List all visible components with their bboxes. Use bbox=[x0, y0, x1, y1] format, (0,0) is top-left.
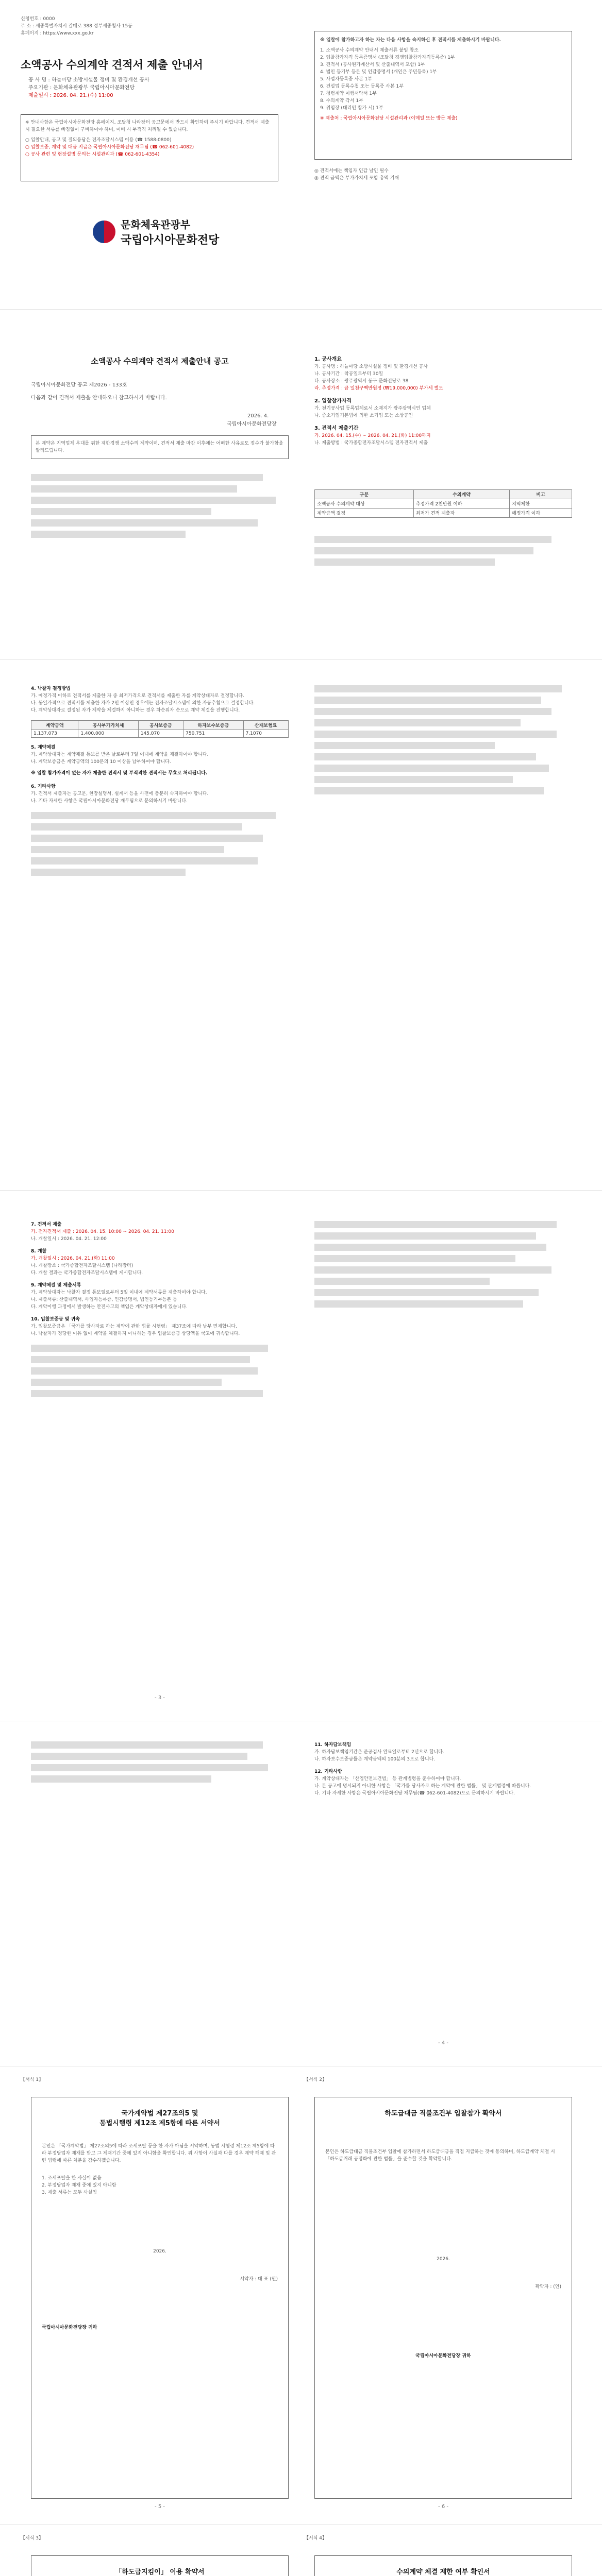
paragraph: 가. 개찰일시 : 2026. 04. 21.(화) 11:00 bbox=[31, 1256, 115, 1261]
form-tag: 【서식 1】 bbox=[21, 2077, 43, 2082]
left-column bbox=[31, 1741, 289, 1787]
paragraph: 다. 기타 자세한 사항은 국립아시아문화전당 재무팀(☎ 062-601-4082)으로 문의하시기 바랍니다. bbox=[314, 1791, 515, 1796]
intro-text: 다음과 같이 견적서 제출을 안내하오니 참고하시기 바랍니다. bbox=[31, 395, 167, 401]
paragraph: 나. 동일가격으로 견적서를 제출한 자가 2인 이상인 경우에는 전자조달시스템에 의한 자동추첨으로 결정합니다. bbox=[31, 701, 255, 706]
announcement-title: 소액공사 수의계약 견적서 제출안내 공고 bbox=[91, 357, 229, 366]
page-3 bbox=[0, 670, 602, 1185]
submission-item: 2. 입찰참가자격 등록증명서 (조달청 경쟁입찰참가자격등록증) 1부 bbox=[320, 55, 455, 60]
section-item: 가. 2026. 04. 15.(수) ~ 2026. 04. 21.(화) 11:00까지 bbox=[314, 433, 431, 438]
org-logo bbox=[93, 216, 219, 247]
submission-item: 4. 법인 등기부 등본 및 인감증명서 (개인은 주민등록) 1부 bbox=[320, 70, 437, 75]
paragraph: 나. 기타 자세한 사항은 국립아시아문화전당 재무팀으로 문의하시기 바랍니다. bbox=[31, 799, 188, 804]
form-body: 본인은 하도급대금 직불조건부 입찰에 참가하면서 하도급대금을 직접 지급하는 것에 동의하며, 하도급계약 체결 시 「하도급거래 공정화에 관한 법률」을 준수할 것을 확약합니다. bbox=[325, 2149, 555, 2162]
paragraph: 다. 계약이행 과정에서 발생하는 안전사고의 책임은 계약상대자에게 있습니다. bbox=[31, 1304, 188, 1310]
right-notes bbox=[314, 167, 572, 182]
left-column bbox=[31, 685, 289, 880]
paragraph: 나. 본 공고에 명시되지 아니한 사항은 「국가를 당사자로 하는 계약에 관한 법률」 및 관계법령에 따릅니다. bbox=[314, 1784, 531, 1789]
page-2 bbox=[0, 319, 602, 654]
doc-number: 신청번호 : 0000 bbox=[21, 16, 55, 22]
notice-line: ○ 입찰안내, 공고 및 질의응답은 전자조달시스템 이용 (☎ 1588-0800) bbox=[25, 138, 172, 143]
form-3 bbox=[31, 2555, 289, 2576]
section-heading: 6. 기타사항 bbox=[31, 784, 56, 789]
info-list bbox=[28, 76, 149, 99]
section-heading: 4. 낙찰자 결정방법 bbox=[31, 686, 71, 691]
submission-title: ※ 입찰에 참가하고자 하는 자는 다음 사항을 숙지하신 후 견적서를 제출하시기 바랍니다. bbox=[320, 38, 501, 43]
table-row: 소액공사 수의계약 대상 추정가격 2천만원 이하 지역제한 bbox=[315, 499, 572, 509]
right-body bbox=[314, 536, 572, 570]
bold-notice: ※ 입찰 참가자격이 없는 자가 제출한 견적서 및 부적격한 견적서는 무효로 처리됩니다. bbox=[31, 771, 208, 776]
paragraph: 가. 예정가격 이하로 견적서를 제출한 자 중 최저가격으로 견적서를 제출한 자를 계약상대자로 결정합니다. bbox=[31, 693, 244, 699]
notice-text: ※ 안내사항은 국립아시아문화전당 홈페이지, 조달청 나라장터 공고문에서 반드시 확인하여 주시기 바랍니다. 견적서 제출 시 필요한 서류를 빠짐없이 구비하여야 하며, 미비 시 부적격 처리될 수 있습니다. bbox=[25, 120, 270, 132]
contract-table bbox=[314, 489, 572, 518]
paragraph: 가. 계약상대자는 낙찰자 결정 통보일로부터 5일 이내에 계약서류를 제출하여야 합니다. bbox=[31, 1290, 207, 1295]
section-heading: 11. 하자담보책임 bbox=[314, 1742, 352, 1748]
paragraph: 다. 계약상대자로 결정된 자가 계약을 체결하지 아니하는 경우 차순위자 순으로 계약 체결을 진행합니다. bbox=[31, 708, 240, 713]
page-title: 소액공사 수의계약 견적서 제출 안내서 bbox=[21, 59, 203, 71]
table-header: 비고 bbox=[510, 490, 572, 499]
section-item: 가. 공사명 : 하늘마당 소방시설물 정비 및 환경개선 공사 bbox=[314, 364, 428, 369]
address-line: 주 소 : 세종특별자치시 갈매로 388 정부세종청사 15동 bbox=[21, 24, 132, 29]
form-signer: 확약자 : (인) bbox=[535, 2284, 561, 2290]
paragraph: 나. 하자보수보증금률은 계약금액의 100분의 3으로 합니다. bbox=[314, 1757, 436, 1762]
table-row: 1,137,073 1,400,000 145,070 750,751 7,1070 bbox=[31, 730, 289, 738]
right-column bbox=[314, 1741, 572, 1797]
section-heading: 2. 입찰참가자격 bbox=[314, 398, 352, 404]
form-item: 3. 제출 서류는 모두 사실임 bbox=[42, 2190, 97, 2195]
form-title: 「하도급지킴이」 이용 확약서 bbox=[115, 2568, 205, 2576]
page-6 bbox=[0, 1731, 602, 2061]
section-item: 다. 공사장소 : 광주광역시 동구 문화전당로 38 bbox=[314, 379, 409, 384]
page-1 bbox=[0, 0, 602, 304]
left-body bbox=[31, 474, 289, 542]
notice-line: ○ 공사 관련 및 현장설명 문의는 시설관리과 (☎ 062-601-4354) bbox=[25, 152, 160, 157]
section-heading: 10. 입찰보증금 및 귀속 bbox=[31, 1317, 80, 1322]
section-item: 라. 추정가격 : 금 일천구백만원정 (₩19,000,000) 부가세 별도 bbox=[314, 386, 443, 391]
cost-table: 계약금액 공사부가가치세 공사보증금 하자보수보증금 산재보험료 1,137,073 1,400,000 145,070 750,751 7,1070 bbox=[31, 720, 289, 738]
section-item: 가. 전기공사업 등록업체로서 소재지가 광주광역시인 업체 bbox=[314, 406, 431, 411]
notice-box bbox=[21, 114, 278, 181]
section-heading: 7. 견적서 제출 bbox=[31, 1222, 62, 1227]
submission-footer: ※ 제출처 : 국립아시아문화전당 시설관리과 (이메일 또는 방문 제출) bbox=[320, 116, 458, 121]
form-tag: 【서식 3】 bbox=[21, 2536, 43, 2541]
paragraph: 나. 낙찰자가 정당한 이유 없이 계약을 체결하지 아니하는 경우 입찰보증금 상당액을 국고에 귀속합니다. bbox=[31, 1331, 240, 1336]
page-number: - 5 - bbox=[155, 2504, 165, 2510]
form-title: 수의계약 체결 제한 여부 확인서 bbox=[396, 2568, 490, 2576]
page-number: - 6 - bbox=[438, 2504, 448, 2510]
table-header: 구분 bbox=[315, 490, 414, 499]
org-name: 국립아시아문화전당 bbox=[121, 234, 220, 247]
paragraph: 가. 계약상대자는 「산업안전보건법」 등 관계법령을 준수하여야 합니다. bbox=[314, 1776, 461, 1782]
highlight-box bbox=[31, 435, 289, 459]
form-signer: 서약자 : 대 표 (인) bbox=[240, 2277, 278, 2282]
submission-item: 9. 위임장 (대리인 참가 시) 1부 bbox=[320, 106, 383, 111]
org-sub: 문화체육관광부 bbox=[121, 218, 191, 231]
section-heading: 1. 공사개요 bbox=[314, 357, 342, 362]
page-9 bbox=[0, 2535, 602, 2576]
homepage-line: 홈페이지 : https://www.xxx.go.kr bbox=[21, 31, 94, 36]
info-item: 제출일시 : 2026. 04. 21.(수) 11:00 bbox=[28, 93, 113, 98]
left-column bbox=[31, 1221, 289, 1401]
form-1 bbox=[31, 2097, 289, 2499]
form-date: 2026. bbox=[437, 2257, 450, 2262]
form-footer: 국립아시아문화전당장 귀하 bbox=[415, 2353, 471, 2359]
page-number: - 4 - bbox=[438, 2040, 448, 2046]
paragraph: 가. 입찰보증금은 「국가를 당사자로 하는 계약에 관한 법률 시행령」 제37조에 따라 납부 면제합니다. bbox=[31, 1324, 237, 1329]
notice-line: ○ 입찰보증, 계약 및 대금 지급은 국립아시아문화전당 재무팀 (☎ 062-601-4082) bbox=[25, 145, 194, 150]
right-note: ◎ 견적 금액은 부가가치세 포함 총액 기재 bbox=[314, 176, 399, 181]
form-4 bbox=[314, 2555, 572, 2576]
page-7 bbox=[0, 2076, 602, 2519]
sections bbox=[314, 355, 572, 447]
paragraph: 나. 개찰장소 : 국가종합전자조달시스템 (나라장터) bbox=[31, 1263, 133, 1268]
taegeuk-icon bbox=[93, 221, 115, 243]
submission-box bbox=[314, 31, 572, 160]
form-tag: 【서식 2】 bbox=[304, 2077, 327, 2082]
right-column bbox=[314, 1221, 572, 1312]
submission-item: 3. 견적서 (공사원가계산서 및 산출내역서 포함) 1부 bbox=[320, 62, 425, 67]
form-tag: 【서식 4】 bbox=[304, 2536, 327, 2541]
form-title: 하도급대금 직불조건부 입찰참가 확약서 bbox=[384, 2110, 502, 2117]
paragraph: 나. 제출서류: 산출내역서, 사업자등록증, 인감증명서, 법인등기부등본 등 bbox=[31, 1297, 177, 1302]
section-heading: 5. 계약체결 bbox=[31, 745, 56, 750]
form-2 bbox=[314, 2097, 572, 2499]
page-number: - 3 - bbox=[155, 1695, 165, 1701]
section-item: 나. 공사기간 : 착공일로부터 30일 bbox=[314, 371, 383, 377]
paragraph: 가. 하자담보책임기간은 준공검사 완료일로부터 2년으로 합니다. bbox=[314, 1750, 444, 1755]
submission-item: 8. 수의계약 각서 1부 bbox=[320, 98, 363, 104]
signer: 국립아시아문화전당장 bbox=[227, 421, 277, 427]
paragraph: 가. 전자견적서 제출 : 2026. 04. 15. 10:00 ~ 2026. 04. 21. 11:00 bbox=[31, 1229, 174, 1234]
section-heading: 3. 견적서 제출기간 bbox=[314, 426, 359, 431]
form-body: 본인은 「국가계약법」 제27조의5에 따라 조세포탈 등을 한 자가 아님을 서약하며, 동법 시행령 제12조 제5항에 따라 부정당업자 제재를 받고 그 제재기간 중에 있지 아니함을 확인합니다. 위 사항이 사실과 다를 경우 계약 해제 및 관련 법령에 따른 처분을 감수하겠습니다. bbox=[42, 2144, 276, 2163]
right-column bbox=[314, 685, 572, 799]
paragraph: 가. 계약상대자는 계약체결 통보를 받은 날로부터 7일 이내에 계약을 체결하여야 합니다. bbox=[31, 752, 209, 757]
section-heading: 9. 계약체결 및 제출서류 bbox=[31, 1283, 81, 1288]
table-row: 계약금액 결정 최저가 견적 제출자 예정가격 이하 bbox=[315, 509, 572, 518]
section-heading: 8. 개찰 bbox=[31, 1249, 47, 1254]
highlight-text: 본 계약은 지역업체 우대를 위한 제한경쟁 소액수의 계약이며, 견적서 제출 마감 이후에는 어떠한 사유로도 접수가 불가함을 알려드립니다. bbox=[36, 441, 283, 453]
form-footer: 국립아시아문화전당장 귀하 bbox=[42, 2325, 97, 2330]
info-item: 공 사 명 : 하늘마당 소방시설물 정비 및 환경개선 공사 bbox=[28, 77, 149, 83]
submission-item: 5. 사업자등록증 사본 1부 bbox=[320, 77, 373, 82]
submission-item: 1. 소액공사 수의계약 안내서 제출서류 붙임 참조 bbox=[320, 48, 419, 53]
right-note: ◎ 견적서에는 책임자 인감 날인 필수 bbox=[314, 168, 389, 174]
submission-item: 6. 건설업 등록수첩 또는 등록증 사본 1부 bbox=[320, 84, 404, 89]
submission-item: 7. 청렴계약 이행서약서 1부 bbox=[320, 91, 377, 96]
form-date: 2026. bbox=[153, 2249, 166, 2254]
section-heading: 12. 기타사항 bbox=[314, 1769, 342, 1774]
table-header: 수의계약 bbox=[413, 490, 509, 499]
section-item: 나. 중소기업기본법에 의한 소기업 또는 소상공인 bbox=[314, 413, 413, 418]
publication-number: 국립아시아문화전당 공고 제2026 - 133호 bbox=[31, 382, 127, 388]
paragraph: 다. 개찰 결과는 국가종합전자조달시스템에 게시합니다. bbox=[31, 1270, 143, 1276]
paragraph: 가. 견적서 제출자는 공고문, 현장설명서, 설계서 등을 사전에 충분히 숙지하여야 합니다. bbox=[31, 791, 209, 796]
date: 2026. 4. bbox=[247, 413, 269, 419]
form-title: 국가계약법 제27조의5 및 동법시행령 제12조 제5항에 따른 서약서 bbox=[99, 2110, 220, 2127]
form-item: 1. 조세포탈을 한 사실이 없음 bbox=[42, 2176, 102, 2181]
section-item: 나. 제출방법 : 국가종합전자조달시스템 전자견적서 제출 bbox=[314, 440, 428, 446]
paragraph: 나. 개찰일시 : 2026. 04. 21. 12:00 bbox=[31, 1236, 107, 1242]
info-item: 주요기관 : 문화체육관광부 국립아시아문화전당 bbox=[28, 85, 135, 91]
page-5 bbox=[0, 1200, 602, 1716]
form-item: 2. 부정당업자 제재 중에 있지 아니함 bbox=[42, 2183, 116, 2188]
paragraph: 나. 계약보증금은 계약금액의 100분의 10 이상을 납부하여야 합니다. bbox=[31, 759, 171, 765]
